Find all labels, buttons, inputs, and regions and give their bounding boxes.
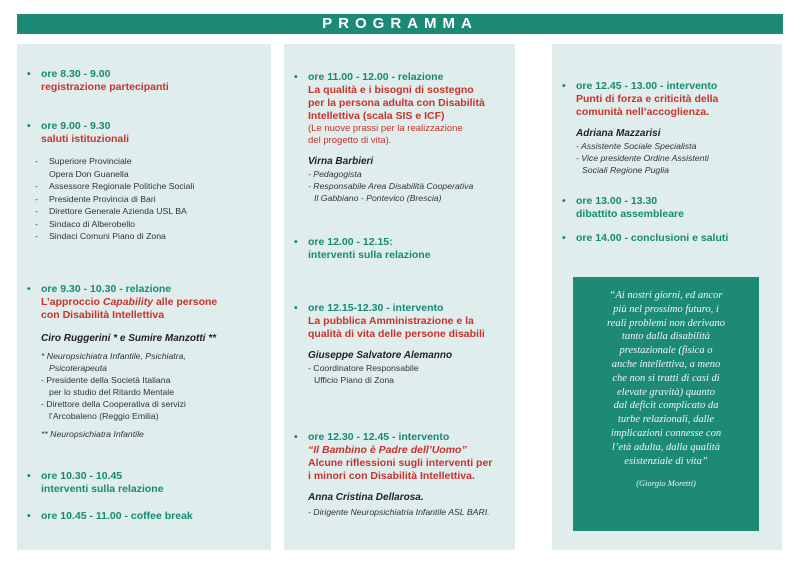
session-time: • ore 13.00 - 13.30 xyxy=(562,195,782,208)
session-time: • ore 12.00 - 12.15: xyxy=(294,236,514,249)
session-title-line2: con Disabilità Intellettiva xyxy=(41,309,165,321)
speaker-name: Virna Barbieri xyxy=(308,156,374,167)
session-title: saluti istituzionali xyxy=(41,133,130,145)
session-note: (Le nuove prassi per la realizzazione xyxy=(308,123,463,134)
session-title: dibattito assembleare xyxy=(576,208,684,220)
note-line: * Neuropsichiatra Infantile, Psichiatra, xyxy=(41,351,186,361)
quote-line: l’età adulta, dalla qualità xyxy=(612,441,720,453)
session-capability xyxy=(27,283,271,440)
speaker-role: - Vice presidente Ordine Assistenti xyxy=(576,153,709,163)
session-interventi-1 xyxy=(27,470,267,496)
quote-line: elevate gravità) quanto xyxy=(617,386,715,398)
note-line: Psicoterapeuta xyxy=(49,363,107,373)
speaker-name: Anna Cristina Dellarosa. xyxy=(308,492,424,503)
quote-box xyxy=(573,277,759,531)
session-dibattito xyxy=(562,195,782,221)
session-conclusioni xyxy=(562,232,782,245)
session-coffee-break xyxy=(27,510,267,523)
quote-line: dal deficit complicato da xyxy=(613,400,719,412)
speaker-role: Sociali Regione Puglia xyxy=(582,165,669,175)
institution-list xyxy=(27,155,267,243)
note-line: - Presidente della Società Italiana xyxy=(41,375,171,385)
quote-text xyxy=(573,277,759,468)
note-line: per lo studio del Ritardo Mentale xyxy=(49,387,175,397)
quote-line: “Ai nostri giorni, ed ancor xyxy=(609,290,723,301)
speaker-role: Ufficio Piano di Zona xyxy=(314,375,395,385)
quote-line: anche intellettiva, a meno xyxy=(611,358,721,370)
session-title: interventi sulla relazione xyxy=(41,483,164,495)
session-title-quote: “Il Bambino è Padre dell’Uomo” xyxy=(308,444,467,456)
speaker-name: Ciro Ruggerini * e Sumire Manzotti ** xyxy=(41,333,217,344)
session-time: • ore 8.30 - 9.00 xyxy=(27,68,267,81)
session-title: L’approccio Capability alle persone xyxy=(41,296,218,308)
session-qualita xyxy=(294,71,514,204)
session-note: del progetto di vita). xyxy=(308,135,392,146)
speaker-name: Adriana Mazzarisi xyxy=(576,128,661,139)
session-title: Intellettiva (scala SIS e ICF) xyxy=(308,110,445,122)
quote-line: esistenziale di vita” xyxy=(624,455,708,467)
quote-line: implicazioni connesse con xyxy=(610,427,722,439)
session-time: • ore 14.00 - conclusioni e saluti xyxy=(562,232,782,245)
quote-line: prestazionale (fisica o xyxy=(619,345,713,357)
list-item: - Presidente Provincia di Bari xyxy=(27,193,267,206)
list-item: - Sindaco di Alberobello xyxy=(27,218,267,231)
session-time: • ore 9.00 - 9.30 xyxy=(27,120,267,133)
speaker-role: - Responsabile Area Disabilità Cooperativa xyxy=(308,181,474,191)
quote-author: (Giorgio Moretti) xyxy=(636,478,696,489)
session-time: • ore 10.45 - 11.00 - coffee break xyxy=(27,510,267,523)
quote-line: che non si tratti di casi di xyxy=(612,372,720,384)
speaker-role: - Pedagogista xyxy=(308,169,362,179)
list-item: - Direttore Generale Azienda USL BA xyxy=(27,205,267,218)
speaker-role: - Assistente Sociale Specialista xyxy=(576,141,697,151)
session-title: interventi sulla relazione xyxy=(308,249,431,261)
speaker-role: - Coordinatore Responsabile xyxy=(308,363,419,373)
quote-line: reali problemi non derivano xyxy=(607,317,725,329)
note-line: ** Neuropsichiatra Infantile xyxy=(41,429,144,439)
programma-header: PROGRAMMA xyxy=(17,14,783,34)
session-bambino xyxy=(294,431,514,518)
speaker-role: Il Gabbiano - Pontevico (Brescia) xyxy=(314,193,442,203)
session-title: i minori con Disabilità Intellettiva. xyxy=(308,470,475,482)
session-time: • ore 10.30 - 10.45 xyxy=(27,470,267,483)
session-punti-di-forza xyxy=(562,80,782,176)
session-title: comunità nell’accoglienza. xyxy=(576,106,710,118)
list-item: - Assessore Regionale Politiche Sociali xyxy=(27,180,267,193)
note-line: - Direttore della Cooperativa di servizi xyxy=(41,399,186,409)
session-time: • ore 12.15-12.30 - intervento xyxy=(294,302,514,315)
session-time: • ore 11.00 - 12.00 - relazione xyxy=(294,71,514,84)
session-title: La pubblica Amministrazione e la xyxy=(308,315,474,327)
session-time: • ore 12.30 - 12.45 - intervento xyxy=(294,431,514,444)
list-item: - Superiore Provinciale xyxy=(27,155,267,168)
quote-line: tanto dalla disabilità xyxy=(621,331,711,343)
session-title: Punti di forza e criticità della xyxy=(576,93,719,105)
note-line: l’Arcobaleno (Reggio Emilia) xyxy=(49,411,159,421)
session-title: La qualità e i bisogni di sostegno xyxy=(308,84,474,96)
session-time: • ore 12.45 - 13.00 - intervento xyxy=(562,80,782,93)
session-title: registrazione partecipanti xyxy=(41,81,169,93)
session-title: qualità di vita delle persone disabili xyxy=(308,328,485,340)
quote-line: più nel prossimo futuro, i xyxy=(613,303,719,315)
session-saluti xyxy=(27,120,267,243)
list-item: - Sindaci Comuni Piano di Zona xyxy=(27,230,267,243)
session-time: • ore 9.30 - 10.30 - relazione xyxy=(27,283,271,296)
session-interventi-2 xyxy=(294,236,514,262)
speaker-notes xyxy=(27,350,271,440)
speaker-name: Giuseppe Salvatore Alemanno xyxy=(308,350,453,361)
session-registrazione xyxy=(27,68,267,94)
session-amministrazione xyxy=(294,302,514,386)
session-title: per la persona adulta con Disabilità xyxy=(308,97,485,109)
speaker-role: - Dirigente Neuropsichiatria Infantile ASL BARI. xyxy=(308,507,490,517)
list-item-cont: Opera Don Guanella xyxy=(49,168,129,179)
session-title: Alcune riflessioni sugli interventi per xyxy=(308,457,493,469)
quote-line: turbe relazionali, dalle xyxy=(617,414,715,426)
